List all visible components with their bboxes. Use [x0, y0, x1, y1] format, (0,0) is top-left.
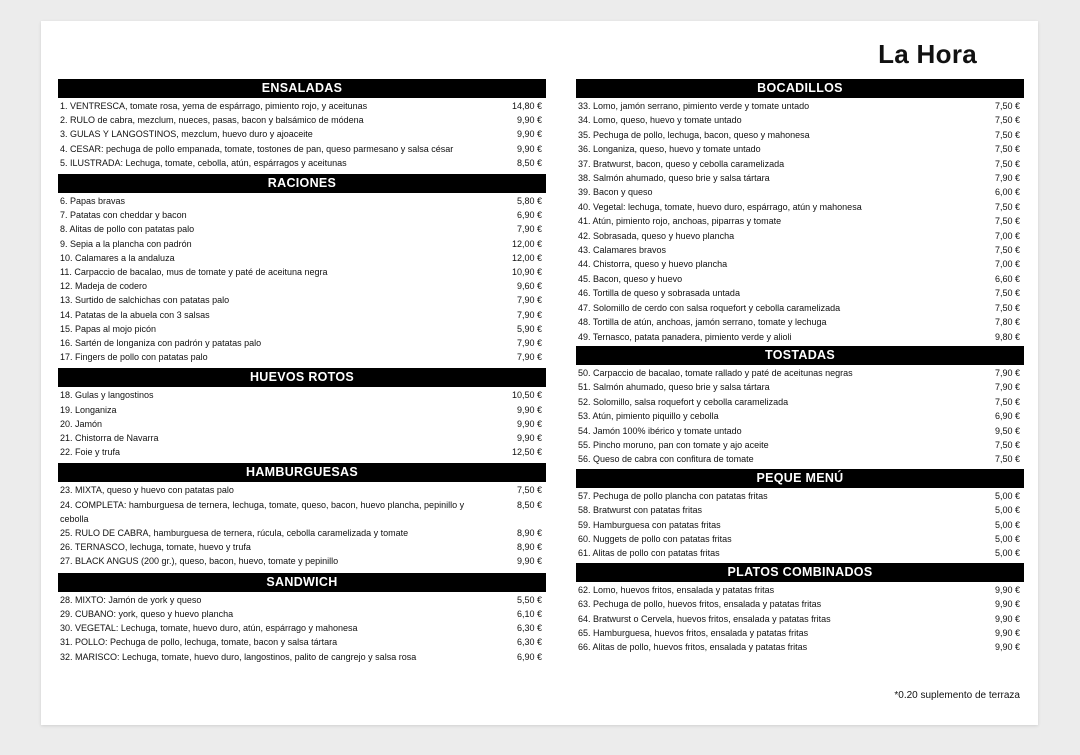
menu-item — [58, 336, 546, 350]
menu-item-name: 51. Salmón ahumado, queso brie y salsa tártara — [578, 382, 770, 393]
menu-item-name: 65. Hamburguesa, huevos fritos, ensalada y patatas fritas — [578, 628, 809, 638]
menu-item-price: 7,50 € — [994, 396, 1020, 407]
menu-item-name: 3. GULAS Y LANGOSTINOS, mezclum, huevo duro y ajoaceite — [60, 129, 313, 140]
menu-item-price: 7,50 € — [994, 158, 1020, 169]
menu-item-price: 6,30 € — [516, 623, 542, 634]
item-list — [576, 98, 1024, 344]
menu-item — [576, 452, 1024, 466]
menu-item-price: 7,00 € — [994, 259, 1020, 270]
menu-section — [58, 573, 546, 664]
menu-item-price: 9,90 € — [994, 599, 1020, 610]
menu-item-price: 5,50 € — [516, 594, 542, 605]
menu-column-left — [58, 79, 546, 668]
menu-item-name: 57. Pechuga de pollo plancha con patatas fritas — [578, 490, 768, 501]
menu-item-price: 9,80 € — [994, 331, 1020, 342]
menu-item-price: 6,10 € — [516, 608, 542, 619]
menu-item — [58, 483, 546, 497]
menu-item-name: 13. Surtido de salchichas con patatas palo — [60, 295, 230, 306]
menu-item-price: 12,50 € — [511, 447, 542, 458]
menu-item-name: 16. Sartén de longaniza con padrón y patatas palo — [60, 338, 262, 349]
menu-item — [576, 366, 1024, 380]
menu-item — [58, 265, 546, 279]
menu-item-price: 9,90 € — [516, 418, 542, 429]
menu-item-name: 61. Alitas de pollo con patatas fritas — [578, 548, 720, 559]
menu-item-price: 9,90 € — [994, 613, 1020, 624]
menu-item — [576, 272, 1024, 286]
menu-item-price: 7,90 € — [516, 352, 542, 363]
item-list — [58, 482, 546, 568]
menu-item-price: 7,50 € — [516, 485, 542, 496]
menu-item — [576, 214, 1024, 228]
menu-section — [58, 174, 546, 364]
menu-item-name: 25. RULO DE CABRA, hamburguesa de ternera, rúcula, cebolla caramelizada y tomate — [60, 528, 409, 539]
restaurant-title: La Hora — [878, 39, 977, 69]
menu-section — [576, 346, 1024, 467]
menu-item-name: 58. Bratwurst con patatas fritas — [578, 505, 703, 516]
menu-item — [576, 546, 1024, 560]
menu-item-price: 5,00 € — [994, 533, 1020, 544]
menu-section — [58, 79, 546, 170]
menu-item-price: 14,80 € — [511, 101, 542, 111]
menu-item — [58, 498, 546, 526]
menu-item-name: 6. Papas bravas — [60, 196, 126, 207]
menu-item — [576, 583, 1024, 597]
menu-item-price: 5,00 € — [994, 490, 1020, 501]
menu-item — [576, 503, 1024, 517]
menu-item-name: 15. Papas al mojo picón — [60, 323, 157, 334]
menu-item — [576, 395, 1024, 409]
section-header: HAMBURGUESAS — [58, 463, 546, 482]
menu-item-price: 8,50 € — [516, 157, 542, 168]
menu-item-price: 7,90 € — [994, 367, 1020, 378]
menu-item — [58, 279, 546, 293]
menu-item-name: 54. Jamón 100% ibérico y tomate untado — [578, 425, 742, 436]
menu-item-price: 7,50 € — [994, 439, 1020, 450]
item-list — [58, 98, 546, 170]
menu-item-name: 52. Solomillo, salsa roquefort y cebolla caramelizada — [578, 396, 789, 407]
menu-item-price: 7,50 € — [994, 201, 1020, 212]
menu-item-name: 5. ILUSTRADA: Lechuga, tomate, cebolla, atún, espárragos y aceitunas — [60, 157, 347, 168]
menu-column-right — [576, 79, 1024, 657]
menu-item — [576, 243, 1024, 257]
menu-item-name: 8. Alitas de pollo con patatas palo — [60, 224, 195, 235]
menu-item-name: 7. Patatas con cheddar y bacon — [60, 210, 187, 221]
menu-item-name: 31. POLLO: Pechuga de pollo, lechuga, tomate, bacon y salsa tártara — [60, 637, 338, 648]
menu-item — [58, 113, 546, 127]
menu-item — [576, 257, 1024, 271]
menu-item-price: 9,90 € — [994, 628, 1020, 638]
menu-item-price: 12,00 € — [511, 252, 542, 263]
menu-item-name: 29. CUBANO: york, queso y huevo plancha — [60, 608, 234, 619]
menu-item-name: 11. Carpaccio de bacalao, mus de tomate y paté de aceituna negra — [60, 267, 328, 278]
menu-item-price: 9,90 € — [516, 115, 542, 126]
menu-item — [58, 403, 546, 417]
menu-item-price: 9,60 € — [516, 281, 542, 292]
menu-item-name: 34. Lomo, queso, huevo y tomate untado — [578, 115, 742, 126]
menu-item-price: 10,50 € — [511, 390, 542, 401]
menu-item — [58, 237, 546, 251]
menu-item-price: 10,90 € — [511, 267, 542, 278]
menu-item — [58, 127, 546, 141]
menu-item-price: 7,90 € — [516, 338, 542, 349]
menu-item-name: 28. MIXTO: Jamón de york y queso — [60, 594, 202, 605]
menu-item-price: 5,80 € — [516, 196, 542, 207]
menu-item — [576, 171, 1024, 185]
menu-item-name: 36. Longaniza, queso, huevo y tomate untado — [578, 144, 761, 155]
menu-item-price: 5,00 € — [994, 548, 1020, 559]
menu-item — [58, 194, 546, 208]
terrace-surcharge-note: *0.20 suplemento de terraza — [894, 690, 1020, 701]
menu-item — [58, 388, 546, 402]
menu-item-name: 19. Longaniza — [60, 404, 117, 415]
menu-item — [576, 128, 1024, 142]
menu-item-price: 5,00 € — [994, 505, 1020, 516]
menu-item-name: 63. Pechuga de pollo, huevos fritos, ensalada y patatas fritas — [578, 599, 822, 610]
menu-item-name: 17. Fingers de pollo con patatas palo — [60, 352, 208, 363]
menu-item — [58, 350, 546, 364]
menu-item-price: 9,90 € — [516, 129, 542, 140]
menu-item-name: 27. BLACK ANGUS (200 gr.), queso, bacon, huevo, tomate y pepinillo — [60, 556, 339, 567]
menu-item-price: 5,90 € — [516, 323, 542, 334]
menu-item-name: 60. Nuggets de pollo con patatas fritas — [578, 533, 732, 544]
menu-item-name: 26. TERNASCO, lechuga, tomate, huevo y trufa — [60, 542, 251, 553]
menu-item-price: 9,90 € — [516, 556, 542, 567]
menu-item-name: 66. Alitas de pollo, huevos fritos, ensalada y patatas fritas — [578, 642, 808, 653]
menu-item — [576, 640, 1024, 654]
menu-item-name: 20. Jamón — [60, 418, 103, 429]
menu-item-price: 12,00 € — [511, 238, 542, 249]
menu-item — [576, 597, 1024, 611]
menu-item — [58, 251, 546, 265]
menu-item-price: 7,90 € — [994, 382, 1020, 393]
menu-item — [576, 438, 1024, 452]
item-list — [58, 193, 546, 364]
menu-item-price: 9,90 € — [994, 642, 1020, 653]
menu-item-name: 33. Lomo, jamón serrano, pimiento verde y tomate untado — [578, 101, 810, 111]
menu-item — [58, 621, 546, 635]
item-list — [576, 488, 1024, 561]
menu-item — [58, 607, 546, 621]
menu-item-name: 50. Carpaccio de bacalao, tomate rallado y paté de aceitunas negras — [578, 367, 853, 378]
menu-item-price: 6,60 € — [994, 273, 1020, 284]
menu-sheet — [41, 21, 1038, 725]
menu-item-price: 7,50 € — [994, 129, 1020, 140]
menu-item-name: 44. Chistorra, queso y huevo plancha — [578, 259, 728, 270]
menu-item-name: 21. Chistorra de Navarra — [60, 433, 159, 444]
menu-item — [576, 315, 1024, 329]
menu-item — [576, 301, 1024, 315]
menu-item-price: 7,50 € — [994, 144, 1020, 155]
menu-item-price: 8,90 € — [516, 528, 542, 539]
menu-item-name: 64. Bratwurst o Cervela, huevos fritos, ensalada y patatas fritas — [578, 613, 831, 624]
menu-item-name: 62. Lomo, huevos fritos, ensalada y patatas fritas — [578, 584, 775, 595]
menu-item-price: 7,50 € — [994, 101, 1020, 111]
menu-item-price: 7,80 € — [994, 317, 1020, 328]
menu-item — [576, 99, 1024, 113]
menu-item — [576, 626, 1024, 640]
menu-item — [576, 612, 1024, 626]
menu-item-price: 7,50 € — [994, 302, 1020, 313]
item-list — [58, 387, 546, 459]
menu-item-price: 9,90 € — [994, 584, 1020, 595]
menu-item-name: 39. Bacon y queso — [578, 187, 653, 198]
menu-item-price: 6,30 € — [516, 637, 542, 648]
menu-item-price: 8,50 € — [516, 499, 542, 510]
menu-section — [576, 563, 1024, 655]
menu-item-name: 46. Tortilla de queso y sobrasada untada — [578, 288, 740, 299]
menu-section — [58, 368, 546, 459]
menu-item-name: 9. Sepia a la plancha con padrón — [60, 238, 192, 249]
menu-item — [58, 650, 546, 664]
menu-item-price: 8,90 € — [516, 542, 542, 553]
menu-item-price: 6,00 € — [994, 187, 1020, 198]
section-header: BOCADILLOS — [576, 79, 1024, 98]
menu-item-name: 48. Tortilla de atún, anchoas, jamón serrano, tomate y lechuga — [578, 317, 827, 328]
section-header: TOSTADAS — [576, 346, 1024, 365]
menu-item — [58, 293, 546, 307]
menu-item — [58, 554, 546, 568]
menu-item — [58, 156, 546, 170]
section-header: RACIONES — [58, 174, 546, 193]
menu-item-price: 6,90 € — [994, 411, 1020, 422]
menu-item-name: 38. Salmón ahumado, queso brie y salsa tártara — [578, 173, 770, 184]
menu-item-price: 7,50 € — [994, 245, 1020, 256]
menu-item-name: 40. Vegetal: lechuga, tomate, huevo duro, espárrago, atún y mahonesa — [578, 201, 862, 212]
section-header: HUEVOS ROTOS — [58, 368, 546, 387]
menu-item-name: 2. RULO de cabra, mezclum, nueces, pasas, bacon y balsámico de módena — [60, 115, 364, 126]
menu-item-price: 7,50 € — [994, 288, 1020, 299]
menu-item — [576, 229, 1024, 243]
menu-item-name: 18. Gulas y langostinos — [60, 390, 154, 401]
menu-item-price: 7,50 € — [994, 454, 1020, 465]
menu-item — [58, 540, 546, 554]
menu-item — [576, 142, 1024, 156]
menu-item — [58, 445, 546, 459]
menu-item-name: 22. Foie y trufa — [60, 447, 121, 458]
menu-item-name: 42. Sobrasada, queso y huevo plancha — [578, 230, 735, 241]
menu-item — [576, 518, 1024, 532]
menu-item — [576, 185, 1024, 199]
menu-item-price: 9,50 € — [994, 425, 1020, 436]
item-list — [576, 365, 1024, 467]
menu-item-price: 7,50 € — [994, 216, 1020, 227]
menu-section — [58, 463, 546, 568]
menu-item-price: 7,00 € — [994, 230, 1020, 241]
menu-item-name: 12. Madeja de codero — [60, 281, 148, 292]
menu-item — [58, 417, 546, 431]
menu-item — [58, 142, 546, 156]
menu-item — [58, 526, 546, 540]
menu-item — [58, 593, 546, 607]
menu-item-price: 7,90 € — [516, 295, 542, 306]
menu-item — [576, 489, 1024, 503]
menu-item-name: 56. Queso de cabra con confitura de tomate — [578, 454, 754, 465]
menu-item — [576, 157, 1024, 171]
section-header: PLATOS COMBINADOS — [576, 563, 1024, 582]
menu-item — [576, 286, 1024, 300]
menu-item-name: 59. Hamburguesa con patatas fritas — [578, 519, 721, 530]
menu-item — [58, 322, 546, 336]
menu-item-name: 14. Patatas de la abuela con 3 salsas — [60, 309, 210, 320]
menu-item-price: 7,90 € — [516, 309, 542, 320]
menu-item — [58, 308, 546, 322]
menu-item-name: 4. CESAR: pechuga de pollo empanada, tomate, tostones de pan, queso parmesano y salsa césar — [60, 143, 454, 154]
menu-item-name: 43. Calamares bravos — [578, 245, 667, 256]
item-list — [58, 592, 546, 664]
menu-item-price: 6,90 € — [516, 651, 542, 662]
menu-section — [576, 79, 1024, 344]
menu-item-price: 7,90 € — [516, 224, 542, 235]
menu-item-name: 35. Pechuga de pollo, lechuga, bacon, queso y mahonesa — [578, 129, 810, 140]
menu-item-price: 9,90 € — [516, 143, 542, 154]
section-header: PEQUE MENÚ — [576, 469, 1024, 488]
menu-item — [576, 424, 1024, 438]
menu-item-name: 53. Atún, pimiento piquillo y cebolla — [578, 411, 719, 422]
menu-item-name: 30. VEGETAL: Lechuga, tomate, huevo duro, atún, espárrago y mahonesa — [60, 623, 358, 634]
menu-item-price: 7,90 € — [994, 173, 1020, 184]
menu-item — [576, 380, 1024, 394]
menu-item — [58, 431, 546, 445]
menu-item-name: 37. Bratwurst, bacon, queso y cebolla caramelizada — [578, 158, 785, 169]
menu-item — [58, 208, 546, 222]
menu-item-price: 5,00 € — [994, 519, 1020, 530]
menu-item-name: 49. Ternasco, patata panadera, pimiento verde y alioli — [578, 331, 792, 342]
menu-item-price: 7,50 € — [994, 115, 1020, 126]
section-header: SANDWICH — [58, 573, 546, 592]
menu-item-name: 47. Solomillo de cerdo con salsa roquefort y cebolla caramelizada — [578, 302, 841, 313]
menu-item-name: 23. MIXTA, queso y huevo con patatas palo — [60, 485, 234, 496]
menu-item-name: 1. VENTRESCA, tomate rosa, yema de espárrago, pimiento rojo, y aceitunas — [60, 101, 368, 111]
menu-item — [576, 532, 1024, 546]
menu-item — [576, 200, 1024, 214]
menu-item-name: 45. Bacon, queso y huevo — [578, 273, 683, 284]
menu-item — [576, 330, 1024, 344]
menu-item-name: 10. Calamares a la andaluza — [60, 252, 175, 263]
menu-item-price: 9,90 € — [516, 404, 542, 415]
menu-item-name: 41. Atún, pimiento rojo, anchoas, piparras y tomate — [578, 216, 782, 227]
menu-item-price: 9,90 € — [516, 433, 542, 444]
menu-item-name: 55. Pincho moruno, pan con tomate y ajo aceite — [578, 439, 769, 450]
menu-item — [58, 222, 546, 236]
menu-item — [58, 99, 546, 113]
menu-item — [576, 113, 1024, 127]
item-list — [576, 582, 1024, 655]
menu-item-name: 24. COMPLETA: hamburguesa de ternera, lechuga, tomate, queso, bacon, huevo plancha, pepinillo y cebolla — [60, 499, 465, 524]
menu-item — [58, 635, 546, 649]
section-header: ENSALADAS — [58, 79, 546, 98]
menu-item-price: 6,90 € — [516, 210, 542, 221]
menu-item-name: 32. MARISCO: Lechuga, tomate, huevo duro, langostinos, palito de cangrejo y salsa rosa — [60, 651, 417, 662]
menu-item — [576, 409, 1024, 423]
menu-section — [576, 469, 1024, 561]
